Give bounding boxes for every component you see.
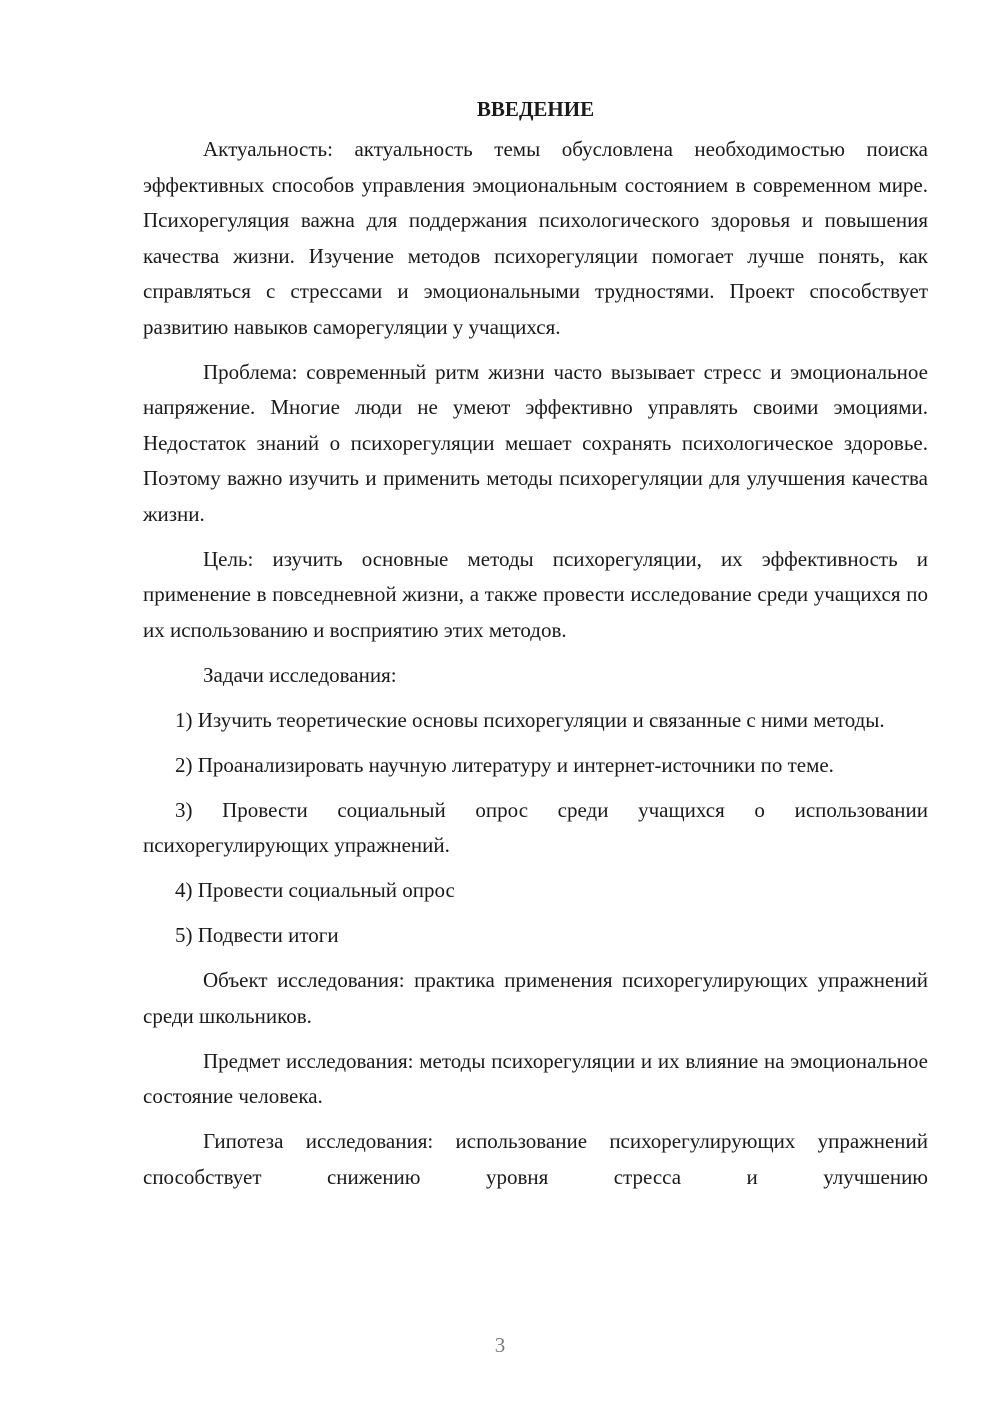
task-item-2: 2) Проанализировать научную литературу и интернет-источники по теме. xyxy=(175,752,834,777)
task-item-5: 5) Подвести итоги xyxy=(175,923,339,947)
task-item-1: 1) Изучить теоретические основы психорегуляции и связанные с ними методы. xyxy=(175,707,885,732)
page-number: 3 xyxy=(494,1333,506,1357)
subject-paragraph: Предмет исследования: методы психорегуляции и их влияние на эмоциональное состояние человека. xyxy=(143,1048,928,1108)
problem-paragraph: Проблема: современный ритм жизни часто вызывает стресс и эмоциональное напряжение. Многие люди не умеют эффективно управлять своими эмоциями. Недостаток знаний о психорегуляции мешает сохранять психологическое здоровье. Поэтому важно изучить и применить методы психорегуляции для улучшения качества жизни. xyxy=(143,359,928,526)
task-item-3: 3) Провести социальный опрос среди учащихся о использовании психорегулирующих упражнений. xyxy=(143,797,928,857)
relevance-paragraph: Актуальность: актуальность темы обусловлена необходимостью поиска эффективных способов управления эмоциональным состоянием в современном мире. Психорегуляция важна для поддержания психологического здоровья и повышения качества жизни. Изучение методов психорегуляции помогает лучше понять, как справляться с стрессами и эмоциональными трудностями. Проект способствует развитию навыков саморегуляции у учащихся. xyxy=(143,137,928,339)
tasks-heading: Задачи исследования: xyxy=(203,662,397,687)
object-paragraph: Объект исследования: практика применения психорегулирующих упражнений среди школьников. xyxy=(143,968,928,1028)
hypothesis-paragraph: Гипотеза исследования: использование психорегулирующих упражнений способствует снижению уровня стресса и улучшению xyxy=(143,1129,928,1189)
document-title: ВВЕДЕНИЕ xyxy=(476,97,595,121)
goal-paragraph: Цель: изучить основные методы психорегуляции, их эффективность и применение в повседневной жизни, а также провести исследование среди учащихся по их использованию и восприятию этих методов. xyxy=(143,546,928,642)
document-page xyxy=(143,92,928,1205)
task-item-4: 4) Провести социальный опрос xyxy=(175,878,455,902)
